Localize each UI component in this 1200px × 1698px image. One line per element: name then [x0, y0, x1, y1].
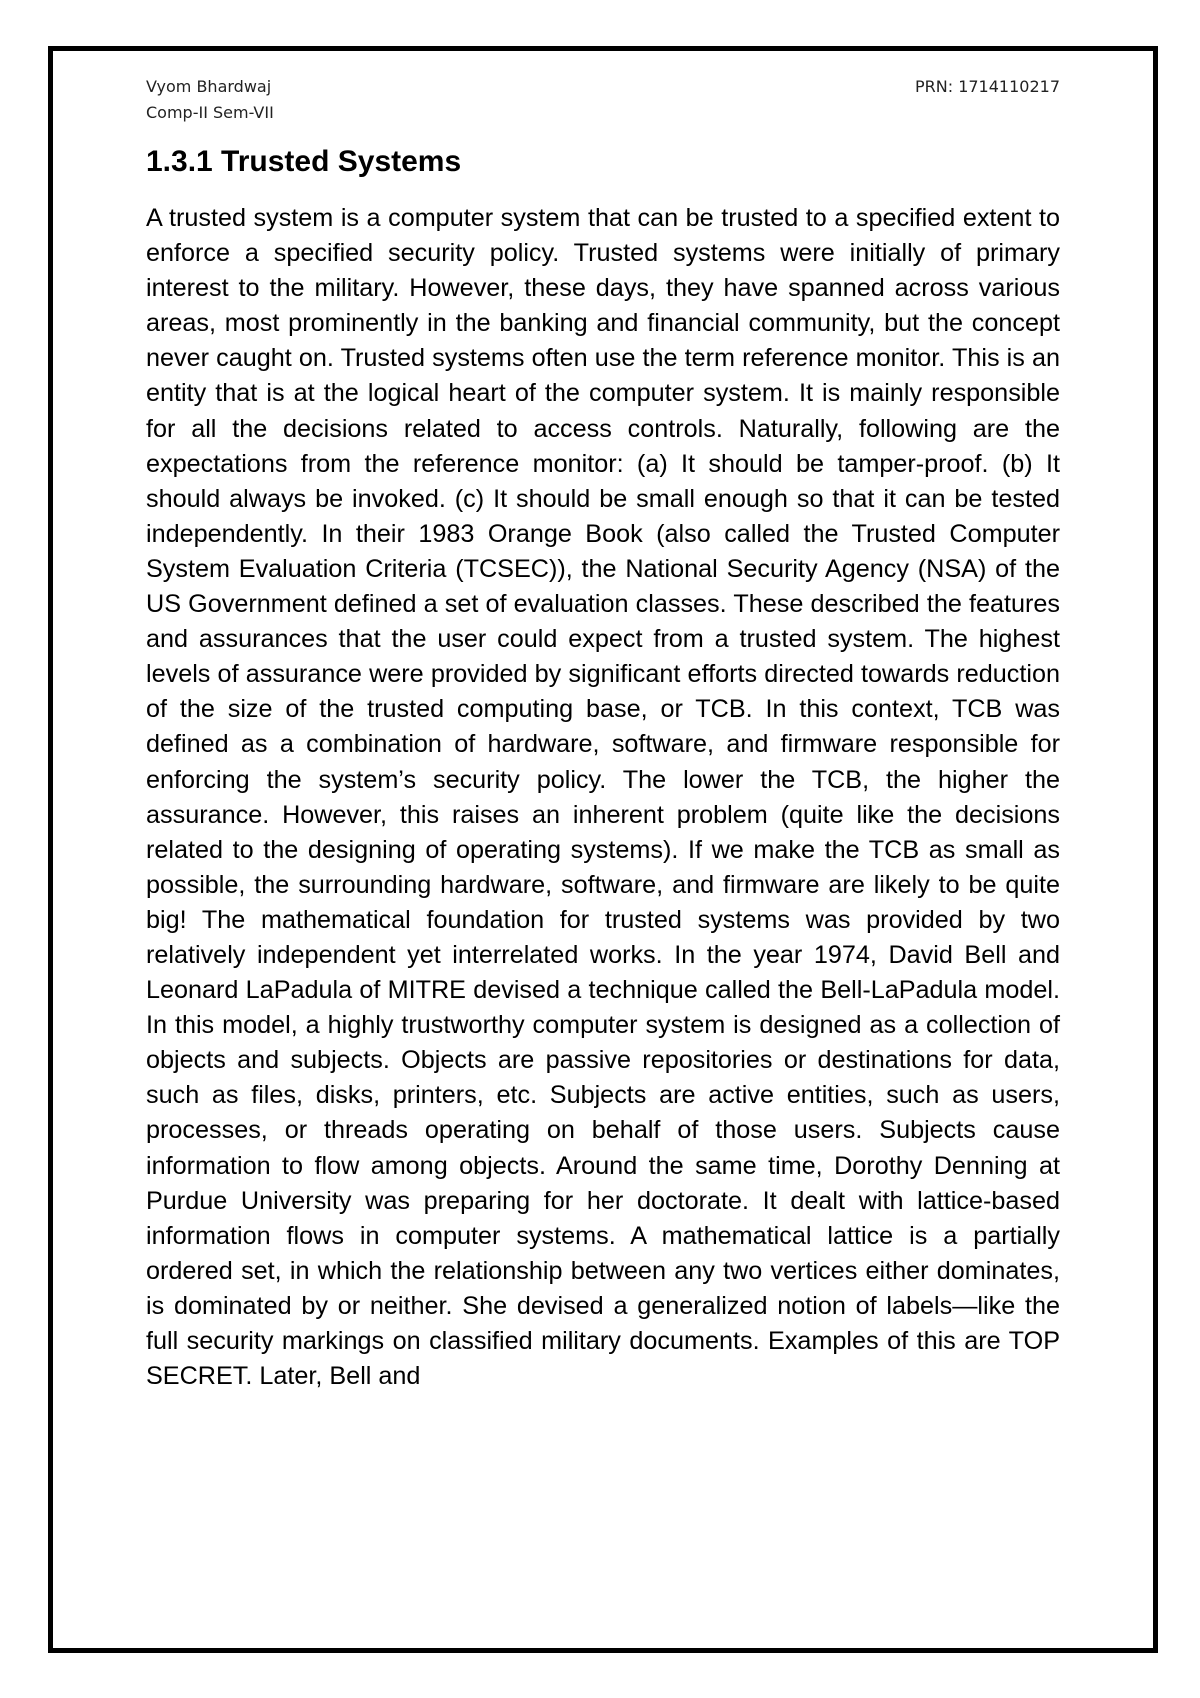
prn-number: PRN: 1714110217	[914, 77, 1060, 96]
page-header	[146, 74, 1060, 126]
header-row	[146, 74, 1060, 100]
author-name: Vyom Bhardwaj	[146, 77, 272, 96]
section-body: A trusted system is a computer system that can be trusted to a specified extent to enforce a specified security policy. Trusted systems were initially of primary interest to the military. However, these days, they have spanned across various areas, most prominently in the banking and financial community, but the concept never caught on. Trusted systems often use the term reference monitor. This is an entity that is at the logical heart of the computer system. It is mainly responsible for all the decisions related to access controls. Naturally, following are the expectations from the reference monitor: (a) It should be tamper-proof. (b) It should always be invoked. (c) It should be small enough so that it can be tested independently. In their 1983 Orange Book (also called the Trusted Computer System Evaluation Criteria (TCSEC)), the National Security Agency (NSA) of the US Government defined a set of evaluation classes. These described the features and assurances that the user could expect from a trusted system. The highest levels of assurance were provided by significant efforts directed towards reduction of the size of the trusted computing base, or TCB. In this context, TCB was defined as a combination of hardware, software, and firmware responsible for enforcing the system’s security policy. The lower the TCB, the higher the assurance. However, this raises an inherent problem (quite like the decisions related to the designing of operating systems). If we make the TCB as small as possible, the surrounding hardware, software, and firmware are likely to be quite big! The mathematical foundation for trusted systems was provided by two relatively independent yet interrelated works. In the year 1974, David Bell and Leonard LaPadula of MITRE devised a technique called the Bell-LaPadula model. In this model, a highly trustworthy computer system is designed as a collection of objects and subjects. Objects are passive repositories or destinations for data, such as files, disks, printers, etc. Subjects are active entities, such as users, processes, or threads operating on behalf of those users. Subjects cause information to flow among objects. Around the same time, Dorothy Denning at Purdue University was preparing for her doctorate. It dealt with lattice-based information flows in computer systems. A mathematical lattice is a partially ordered set, in which the relationship between any two vertices either dominates, is dominated by or neither. She devised a generalized notion of labels—like the full security markings on classified military documents. Examples of this are TOP SECRET. Later, Bell and	[146, 204, 1060, 1391]
section-title: 1.3.1 Trusted Systems	[146, 145, 462, 178]
class-info: Comp-II Sem-VII	[146, 103, 274, 122]
